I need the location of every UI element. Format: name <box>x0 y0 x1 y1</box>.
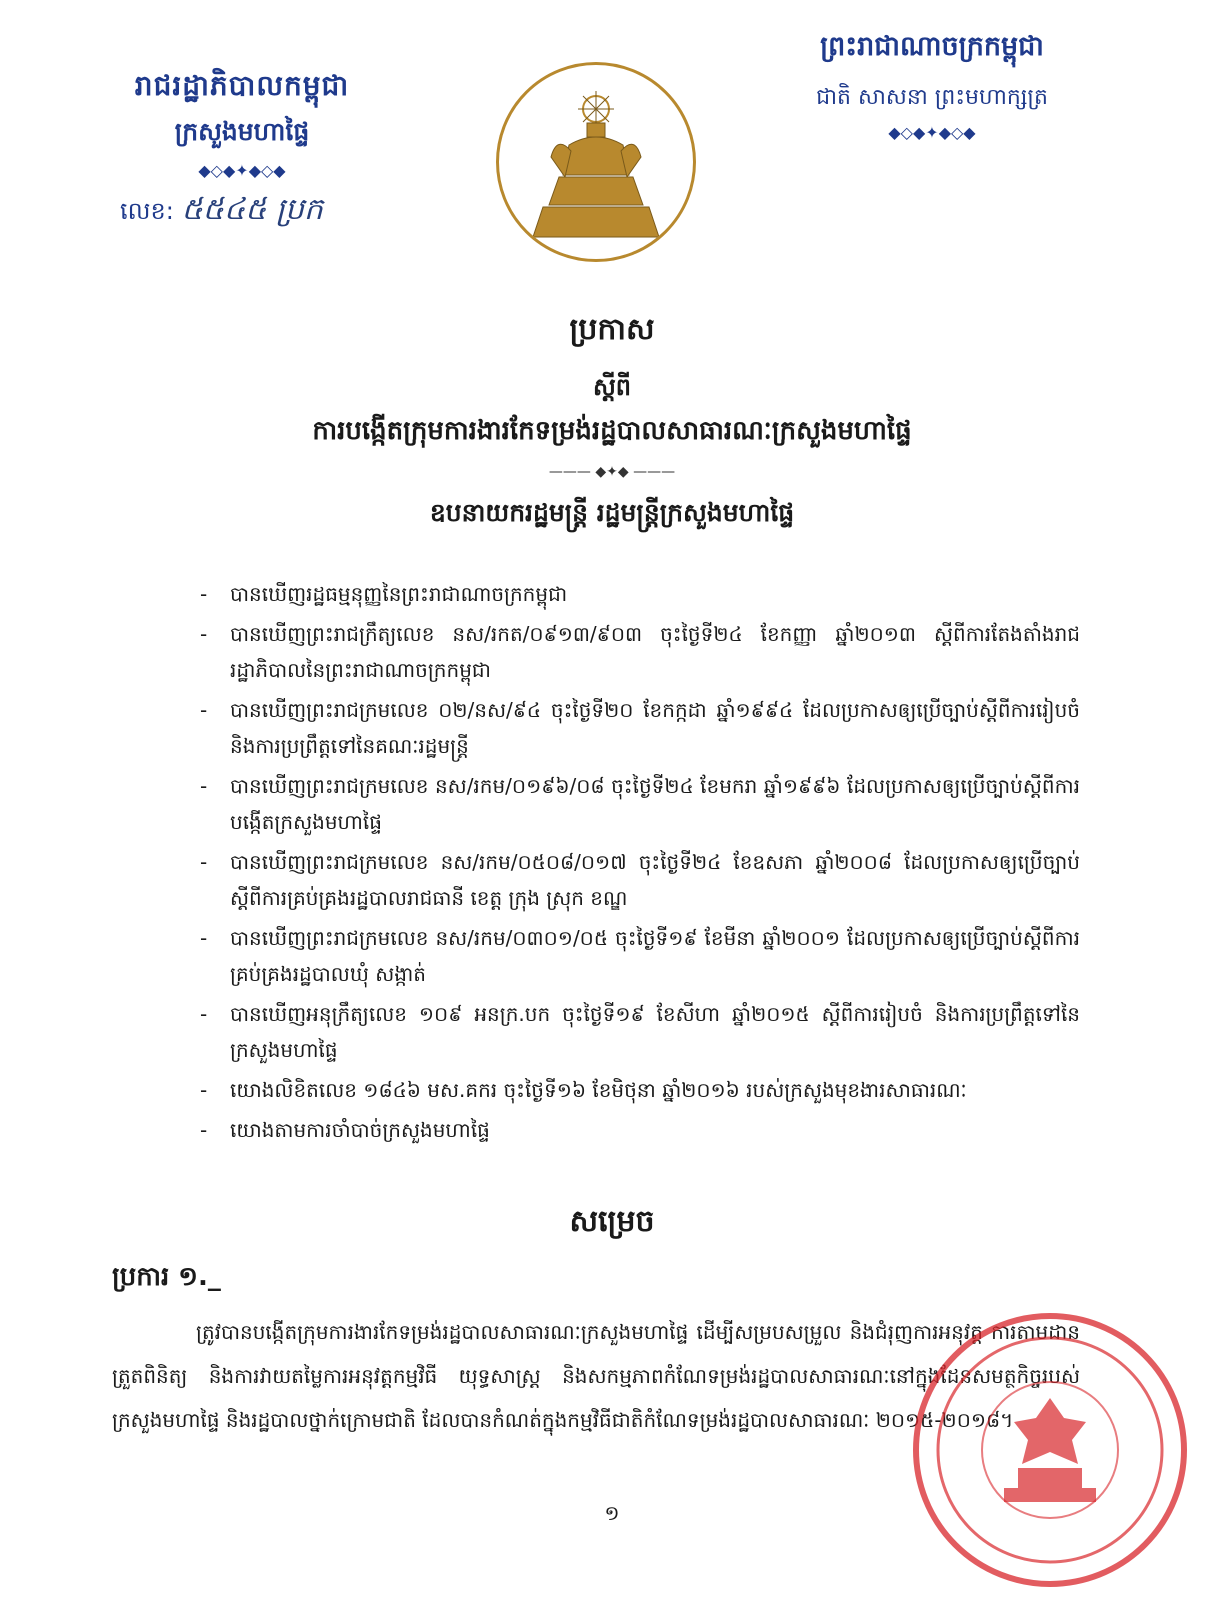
ministry-name: ក្រសួងមហាផ្ទៃ <box>174 117 310 146</box>
government-name: រាជរដ្ឋាភិបាលកម្ពុជា <box>134 69 350 102</box>
royal-emblem-icon <box>496 62 696 262</box>
issuer-title: ឧបនាយករដ្ឋមន្ត្រី រដ្ឋមន្ត្រីក្រសួងមហាផ្ទៃ <box>429 498 795 527</box>
document-number-label: លេខ: <box>120 197 174 225</box>
preamble-item: - បានឃើញព្រះរាជក្រមលេខ នស/រកម/០១៩៦/០៨ ចុះថ្ងៃទី២៤ ខែមករា ឆ្នាំ១៩៩៦ ដែលប្រកាសឲ្យប្រើច្បាប់ស្តីពីការបង្កើតក្រសួងមហាផ្ទៃ <box>200 774 1080 834</box>
article-label: ប្រការ ១._ <box>112 1262 221 1292</box>
preamble-item: - បានឃើញព្រះរាជក្រមលេខ ០២/នស/៩៤ ចុះថ្ងៃទី២០ ខែកក្កដា ឆ្នាំ១៩៩៤ ដែលប្រកាសឲ្យប្រើច្បាប់ស្តីពីការរៀបចំ និងការប្រព្រឹត្តទៅនៃគណៈរដ្ឋមន្ត្រី <box>200 698 1080 758</box>
preamble-item: - យោងលិខិតលេខ ១៨៤៦ មស.គករ ចុះថ្ងៃទី១៦ ខែមិថុនា ឆ្នាំ២០១៦ របស់ក្រសួងមុខងារសាធារណៈ <box>200 1078 967 1102</box>
document-number-value: ៥៥៤៥ ប្រក <box>181 192 323 227</box>
ornament-divider-icon: ◆◇◆✦◆◇◆ <box>198 161 286 180</box>
official-seal-icon <box>900 1300 1200 1600</box>
kingdom-header <box>782 30 1082 142</box>
document-number <box>120 190 323 234</box>
title-divider-icon: ——— ◆✦◆ ——— <box>548 464 676 480</box>
preamble-list <box>200 576 1080 1152</box>
preamble-item: - បានឃើញព្រះរាជក្រមលេខ នស/រកម/០៥០៨/០១៧ ចុះថ្ងៃទី២៤ ខែឧសភា ឆ្នាំ២០០៨ ដែលប្រកាសឲ្យប្រើច្បាប់ស្តីពីការគ្រប់គ្រងរដ្ឋបាលរាជធានី ខេត្ត ក្រុង ស្រុក ខណ្ឌ <box>200 850 1080 910</box>
preamble-item: - យោងតាមការចាំបាច់ក្រសួងមហាផ្ទៃ <box>200 1118 490 1142</box>
preamble-item: - បានឃើញរដ្ឋធម្មនុញ្ញនៃព្រះរាជាណាចក្រកម្ពុជា <box>200 582 568 606</box>
ornament-divider-icon: ◆◇◆✦◆◇◆ <box>888 123 976 142</box>
article-text: ត្រូវបានបង្កើតក្រុមការងារកែទម្រង់រដ្ឋបាលសាធារណៈក្រសួងមហាផ្ទៃ ដើម្បីសម្របសម្រួល និងជំរុញការអនុវត្ត ការតាមដានត្រួតពិនិត្យ និងការវាយតម្លៃការអនុវត្តកម្មវិធី យុទ្ធសាស្ត្រ និងសកម្មភាពកំណែទម្រង់រដ្ឋបាលសាធារណៈនៅក្នុងដែនសមត្ថកិច្ចរបស់ក្រសួងមហាផ្ទៃ និងរដ្ឋបាលថ្នាក់ក្រោមជាតិ ដែលបានកំណត់ក្នុងកម្មវិធីជាតិកំណែទម្រង់រដ្ឋបាលសាធារណៈ ២០១៥-២០១៨។ <box>112 1320 1080 1432</box>
page-number: ១ <box>604 1501 620 1525</box>
preamble-item: - បានឃើញអនុក្រឹត្យលេខ ១០៩ អនក្រ.បក ចុះថ្ងៃទី១៩ ខែសីហា ឆ្នាំ២០១៥ ស្តីពីការរៀបចំ និងការប្រព្រឹត្តទៅនៃក្រសួងមហាផ្ទៃ <box>200 1002 1080 1062</box>
ministry-header <box>92 68 392 180</box>
preamble-item: - បានឃើញព្រះរាជក្រឹត្យលេខ នស/រកត/០៩១៣/៩០៣ ចុះថ្ងៃទី២៤ ខែកញ្ញា ឆ្នាំ២០១៣ ស្តីពីការតែងតាំងរាជរដ្ឋាភិបាលនៃព្រះរាជាណាចក្រកម្ពុជា <box>200 622 1080 682</box>
subject-label: ស្តីពី <box>592 373 632 401</box>
decision-heading: សម្រេច <box>569 1204 655 1239</box>
document-type: ប្រកាស <box>569 312 655 347</box>
kingdom-name: ព្រះរាជាណាចក្រកម្ពុជា <box>820 31 1044 62</box>
preamble-item: - បានឃើញព្រះរាជក្រមលេខ នស/រកម/០៣០១/០៥ ចុះថ្ងៃទី១៩ ខែមីនា ឆ្នាំ២០០១ ដែលប្រកាសឲ្យប្រើច្បាប់ស្តីពីការគ្រប់គ្រងរដ្ឋបាលឃុំ សង្កាត់ <box>200 926 1080 986</box>
national-motto: ជាតិ សាសនា ព្រះមហាក្សត្រ <box>816 85 1048 110</box>
subject-title: ការបង្កើតក្រុមការងារកែទម្រង់រដ្ឋបាលសាធារណៈក្រសួងមហាផ្ទៃ <box>312 416 912 446</box>
